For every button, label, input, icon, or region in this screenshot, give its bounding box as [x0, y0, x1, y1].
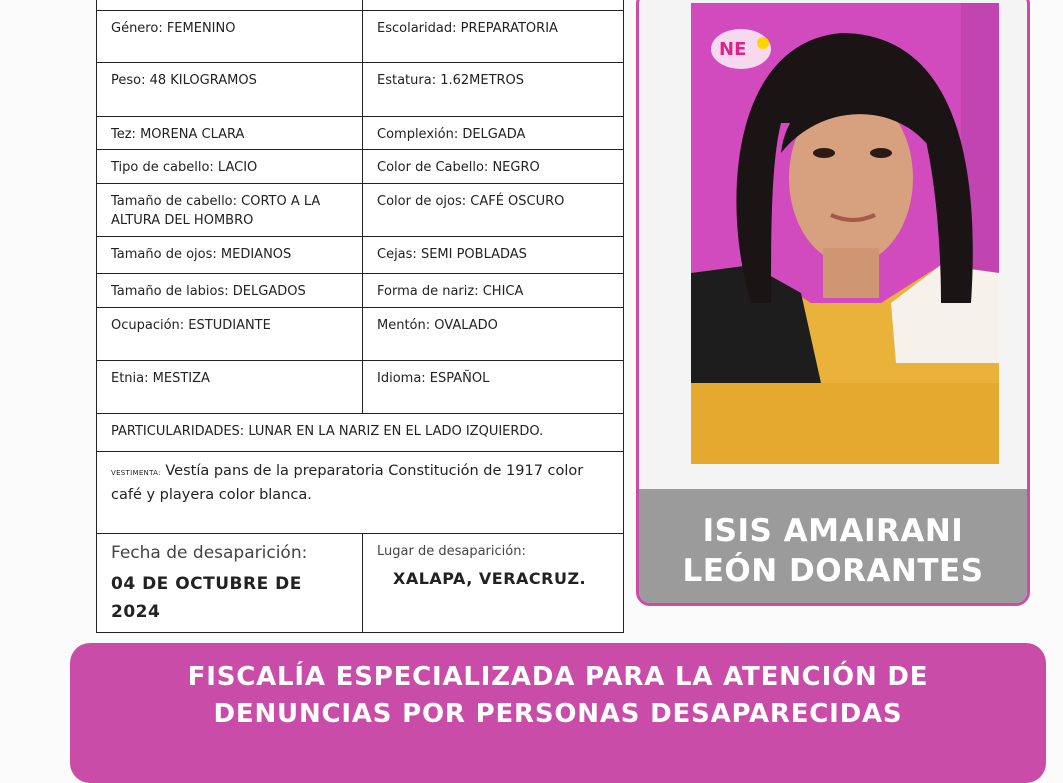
hair-type-cell: Tipo de cabello: LACIO: [97, 150, 363, 183]
chin-cell: Mentón: OVALADO: [377, 318, 498, 333]
clothing-label: VESTIMENTA:: [111, 469, 161, 477]
banner-line-1: FISCALÍA ESPECIALIZADA PARA LA ATENCIÓN DE: [187, 662, 929, 692]
eye-size-cell: Tamaño de ojos: MEDIANOS: [97, 237, 363, 273]
table-row: [97, 414, 623, 452]
occupation-cell: Ocupación: ESTUDIANTE: [97, 308, 363, 360]
banner-line-2: DENUNCIAS POR PERSONAS DESAPARECIDAS: [213, 699, 903, 729]
table-row: [97, 237, 623, 274]
hair-color-cell: Color de Cabello: NEGRO: [377, 160, 540, 175]
place-label: Lugar de desaparición:: [377, 544, 526, 559]
particularities-cell: PARTICULARIDADES: LUNAR EN LA NARIZ EN EL LADO IZQUIERDO.: [111, 424, 544, 439]
info-table: [96, 0, 624, 633]
name-line-2: LEÓN DORANTES: [682, 553, 984, 589]
skin-cell: Tez: MORENA CLARA: [97, 117, 363, 149]
clothing-text: Vestía pans de la preparatoria Constitución de 1917 color café y playera color blanca.: [111, 463, 584, 503]
weight-cell: Peso: 48 KILOGRAMOS: [97, 63, 363, 116]
date-label: Fecha de desaparición:: [111, 543, 308, 563]
table-row: [97, 63, 623, 117]
build-cell: Complexión: DELGADA: [377, 127, 526, 142]
photo-card: [636, 0, 1030, 606]
table-row: [97, 184, 623, 237]
hair-length-cell: Tamaño de cabello: CORTO A LA ALTURA DEL HOMBRO: [97, 184, 363, 236]
date-cell: [97, 534, 363, 632]
table-row: [97, 274, 623, 308]
table-row: [97, 150, 623, 184]
sticker-logo-icon: [711, 29, 771, 69]
person-photo: [691, 3, 999, 464]
place-cell: [363, 534, 623, 632]
table-row: [97, 534, 623, 632]
table-row: [97, 11, 623, 63]
height-cell: Estatura: 1.62METROS: [377, 73, 525, 88]
clothing-cell: [97, 452, 623, 533]
eye-color-cell: Color de ojos: CAFÉ OSCURO: [377, 194, 565, 209]
name-box: [639, 489, 1027, 606]
gender-cell: Género: FEMENINO: [97, 11, 363, 62]
table-row: [97, 361, 623, 414]
ethnicity-cell: Etnia: MESTIZA: [97, 361, 363, 413]
table-row: [97, 452, 623, 534]
svg-text:NE: NE: [719, 39, 747, 60]
name-line-1: ISIS AMAIRANI: [702, 513, 964, 549]
person-photo-icon: [691, 3, 999, 464]
nose-cell: Forma de nariz: CHICA: [377, 284, 524, 299]
language-cell: Idioma: ESPAÑOL: [377, 371, 490, 386]
schooling-cell: Escolaridad: PREPARATORIA: [377, 21, 558, 36]
lips-cell: Tamaño de labios: DELGADOS: [97, 274, 363, 307]
eyebrows-cell: Cejas: SEMI POBLADAS: [377, 247, 527, 262]
table-row: [97, 0, 623, 11]
table-row: [97, 308, 623, 361]
agency-banner: [70, 643, 1046, 783]
date-value: 04 DE OCTUBRE DE 2024: [111, 574, 302, 622]
place-value: XALAPA, VERACRUZ.: [393, 569, 587, 588]
table-row: [97, 117, 623, 150]
